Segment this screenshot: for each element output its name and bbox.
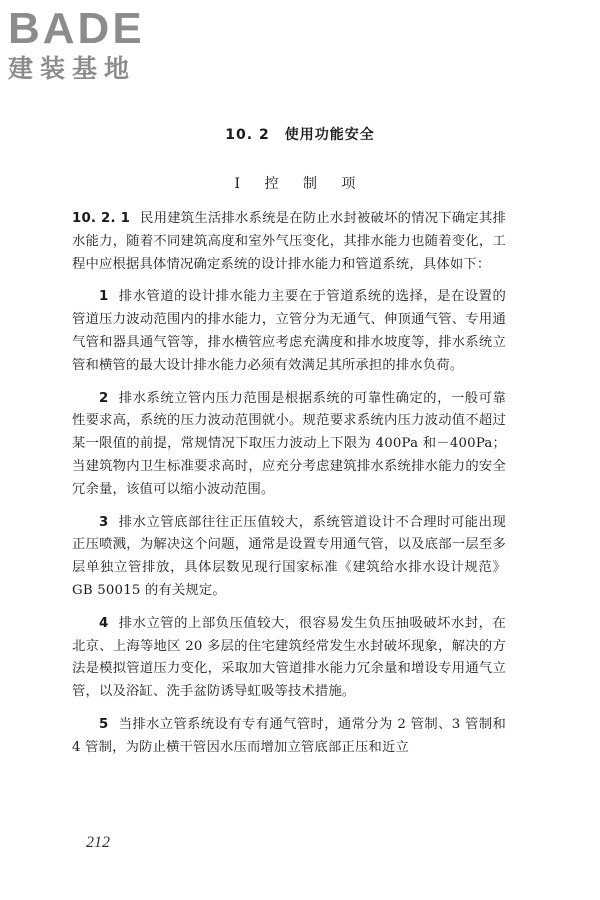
item-number: 4 — [99, 615, 109, 631]
item-text: 排水管道的设计排水能力主要在于管道系统的选择，是在设置的管道压力波动范围内的排水能力，立管分为无通气、伸顶通气管、专用通气管和器具通气管等，排水横管应考虑充满度和排水坡度等，排水系统立管和横管的最大设计排水能力必须有效满足其所承担的排水负荷。 — [72, 289, 506, 373]
item-text: 排水系统立管内压力范围是根据系统的可靠性确定的，一般可靠性要求高，系统的压力波动范围就小。规范要求系统内压力波动值不超过某一限值的前提，常规情况下取压力波动上下限为 400Pa 和－400Pa；当建筑物内卫生标准要求高时，应充分考虑建筑排水系统排水能力的安全冗余量，该值可以缩小波动范围。 — [72, 390, 506, 497]
list-item — [72, 286, 506, 377]
clause-text: 民用建筑生活排水系统是在防止水封被破坏的情况下确定其排水能力，随着不同建筑高度和室外气压变化，其排水能力也随着变化，工程中应根据具体情况确定系统的设计排水能力和管道系统，具体如下： — [72, 211, 506, 272]
item-text: 当排水立管系统设有专有通气管时，通常分为 2 管制、3 管制和 4 管制，为防止横干管因水压而增加立管底部正压和近立 — [72, 716, 506, 755]
section-subtitle: Ⅰ 控 制 项 — [234, 176, 366, 192]
list-item — [72, 512, 506, 603]
item-text: 排水立管底部往往正压值较大，系统管道设计不合理时可能出现正压喷溅，为解决这个问题，通常是设置专用通气管，以及底部一层至多层单独立管排放，具体层数见现行国家标准《建筑给水排水设计规范》GB 50015 的有关规定。 — [72, 514, 506, 598]
list-item — [72, 388, 506, 502]
site-logo — [8, 6, 183, 84]
item-text: 排水立管的上部负压值较大，很容易发生负压抽吸破坏水封，在北京、上海等地区 20 多层的住宅建筑经常发生水封破坏现象，解决的方法是模拟管道压力变化，采取加大管道排水能力冗余量和增设专用通气立管，以及浴缸、洗手盆防诱导虹吸等技术措施。 — [72, 615, 506, 700]
item-number: 2 — [99, 390, 109, 406]
clause-number: 10. 2. 1 — [72, 211, 131, 226]
list-item — [72, 714, 506, 760]
clause-paragraph — [72, 208, 506, 276]
document-body — [72, 208, 506, 770]
logo-subtitle: 建装基地 — [8, 54, 137, 83]
logo-brand: BADE — [8, 4, 145, 53]
item-number: 5 — [99, 716, 109, 732]
page-number: 212 — [86, 834, 110, 851]
item-number: 3 — [99, 514, 109, 530]
list-item — [72, 613, 506, 704]
section-title: 10. 2 使用功能安全 — [225, 127, 375, 143]
item-number: 1 — [99, 289, 109, 305]
